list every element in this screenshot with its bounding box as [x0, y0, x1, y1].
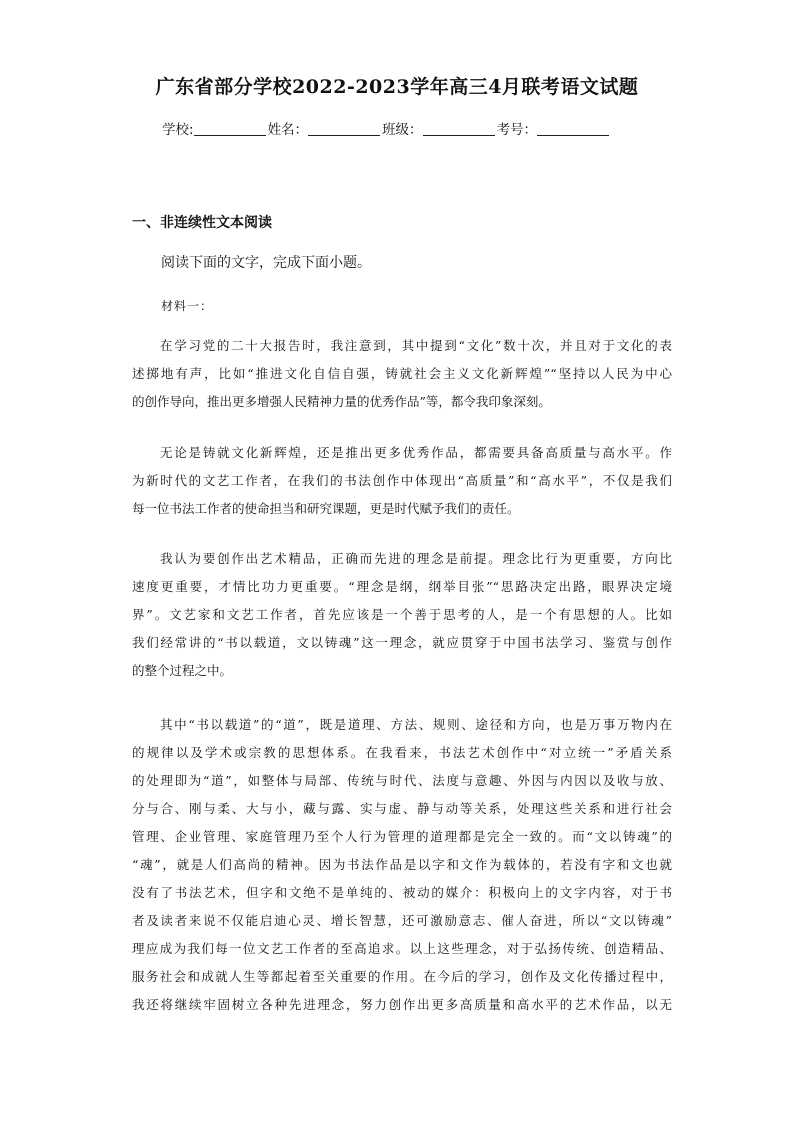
page-title: 广东省部分学校2022-2023学年高三4月联考语文试题 [155, 76, 639, 98]
text-line: 我们经常讲的“书以载道，文以铸魂”这一理念，就应贯穿于中国书法学习、鉴赏与创作 [132, 635, 672, 650]
text-line: 述掷地有声，比如“推进文化自信自强，铸就社会主义文化新辉煌”“坚持以人民为中心 [132, 366, 672, 381]
exam-number-blank[interactable] [537, 122, 609, 136]
text-line: 理应成为我们每一位文艺工作者的至高追求。以上这些理念，对于弘扬传统、创造精品、 [132, 941, 672, 956]
text-line: 服务社会和成就人生等都起着至关重要的作用。在今后的学习，创作及文化传播过程中， [132, 969, 672, 984]
text-line: 者及读者来说不仅能启迪心灵、增长智慧，还可激励意志、催人奋进，所以“文以铸魂” [132, 913, 672, 928]
material-label: 材料一： [161, 299, 214, 313]
class-field [382, 118, 497, 138]
text-line: 分与合、刚与柔、大与小，藏与露、实与虚、静与动等关系，处理这些关系和进行社会 [132, 801, 672, 816]
text-line: 管理、企业管理、家庭管理乃至个人行为管理的道理都是完全一致的。而“文以铸魂”的 [132, 829, 672, 844]
text-line: 为新时代的文艺工作者，在我们的书法创作中体现出“高质量”和“高水平”，不仅是我们 [132, 473, 672, 488]
name-field [268, 118, 383, 138]
text-line: 每一位书法工作者的使命担当和研究课题，更是时代赋予我们的责任。 [132, 501, 520, 516]
text-line: “魂”，就是人们高尚的精神。因为书法作品是以字和文作为载体的，若没有字和文也就 [132, 857, 672, 872]
instruction-text: 阅读下面的文字，完成下面小题。 [161, 255, 371, 271]
name-label: 姓名： [267, 122, 309, 138]
text-line: 速度更重要，才情比功力更重要。“理念是纲，纲举目张”“思路决定出路，眼界决定境 [132, 579, 672, 594]
student-info-line [162, 118, 682, 138]
text-line: 我认为要创作出艺术精品，正确而先进的理念是前提。理念比行为更重要，方向比 [160, 551, 672, 566]
school-blank[interactable] [194, 122, 266, 136]
text-line: 其中“书以载道”的“道”，既是道理、方法、规则、途径和方向，也是万事万物内在 [160, 717, 672, 732]
school-field [162, 118, 268, 138]
text-line: 在学习党的二十大报告时，我注意到，其中提到“文化”数十次，并且对于文化的表 [160, 338, 672, 353]
exam-number-field [497, 118, 612, 138]
school-label: 学校: [162, 122, 194, 138]
section-heading: 一、非连续性文本阅读 [132, 215, 272, 231]
paragraph-2 [132, 439, 672, 523]
text-line: 我还将继续牢固树立各种先进理念，努力创作出更多高质量和高水平的艺术作品，以无 [132, 997, 672, 1012]
paragraph-4 [132, 711, 672, 1019]
text-line: 无论是铸就文化新辉煌，还是推出更多优秀作品，都需要具备高质量与高水平。作 [160, 445, 672, 460]
paragraph-3 [132, 545, 672, 685]
class-label: 班级： [382, 122, 423, 138]
text-line: 没有了书法艺术，但字和文绝不是单纯的、被动的媒介：积极向上的文字内容，对于书 [132, 885, 672, 900]
text-line: 的处理即为“道”，如整体与局部、传统与时代、法度与意趣、外因与内因以及收与放、 [132, 773, 672, 788]
text-line: 的规律以及学术或宗教的思想体系。在我看来，书法艺术创作中“对立统一”矛盾关系 [132, 745, 672, 760]
text-line: 的整个过程之中。 [132, 663, 233, 678]
text-line: 的创作导向，推出更多增强人民精神力量的优秀作品”等，都令我印象深刻。 [132, 394, 551, 409]
class-blank[interactable] [423, 122, 495, 136]
paragraph-1 [132, 332, 672, 416]
name-blank[interactable] [308, 122, 380, 136]
text-line: 界”。文艺家和文艺工作者，首先应该是一个善于思考的人，是一个有思想的人。比如 [132, 607, 672, 622]
exam-number-label: 考号： [496, 122, 538, 138]
